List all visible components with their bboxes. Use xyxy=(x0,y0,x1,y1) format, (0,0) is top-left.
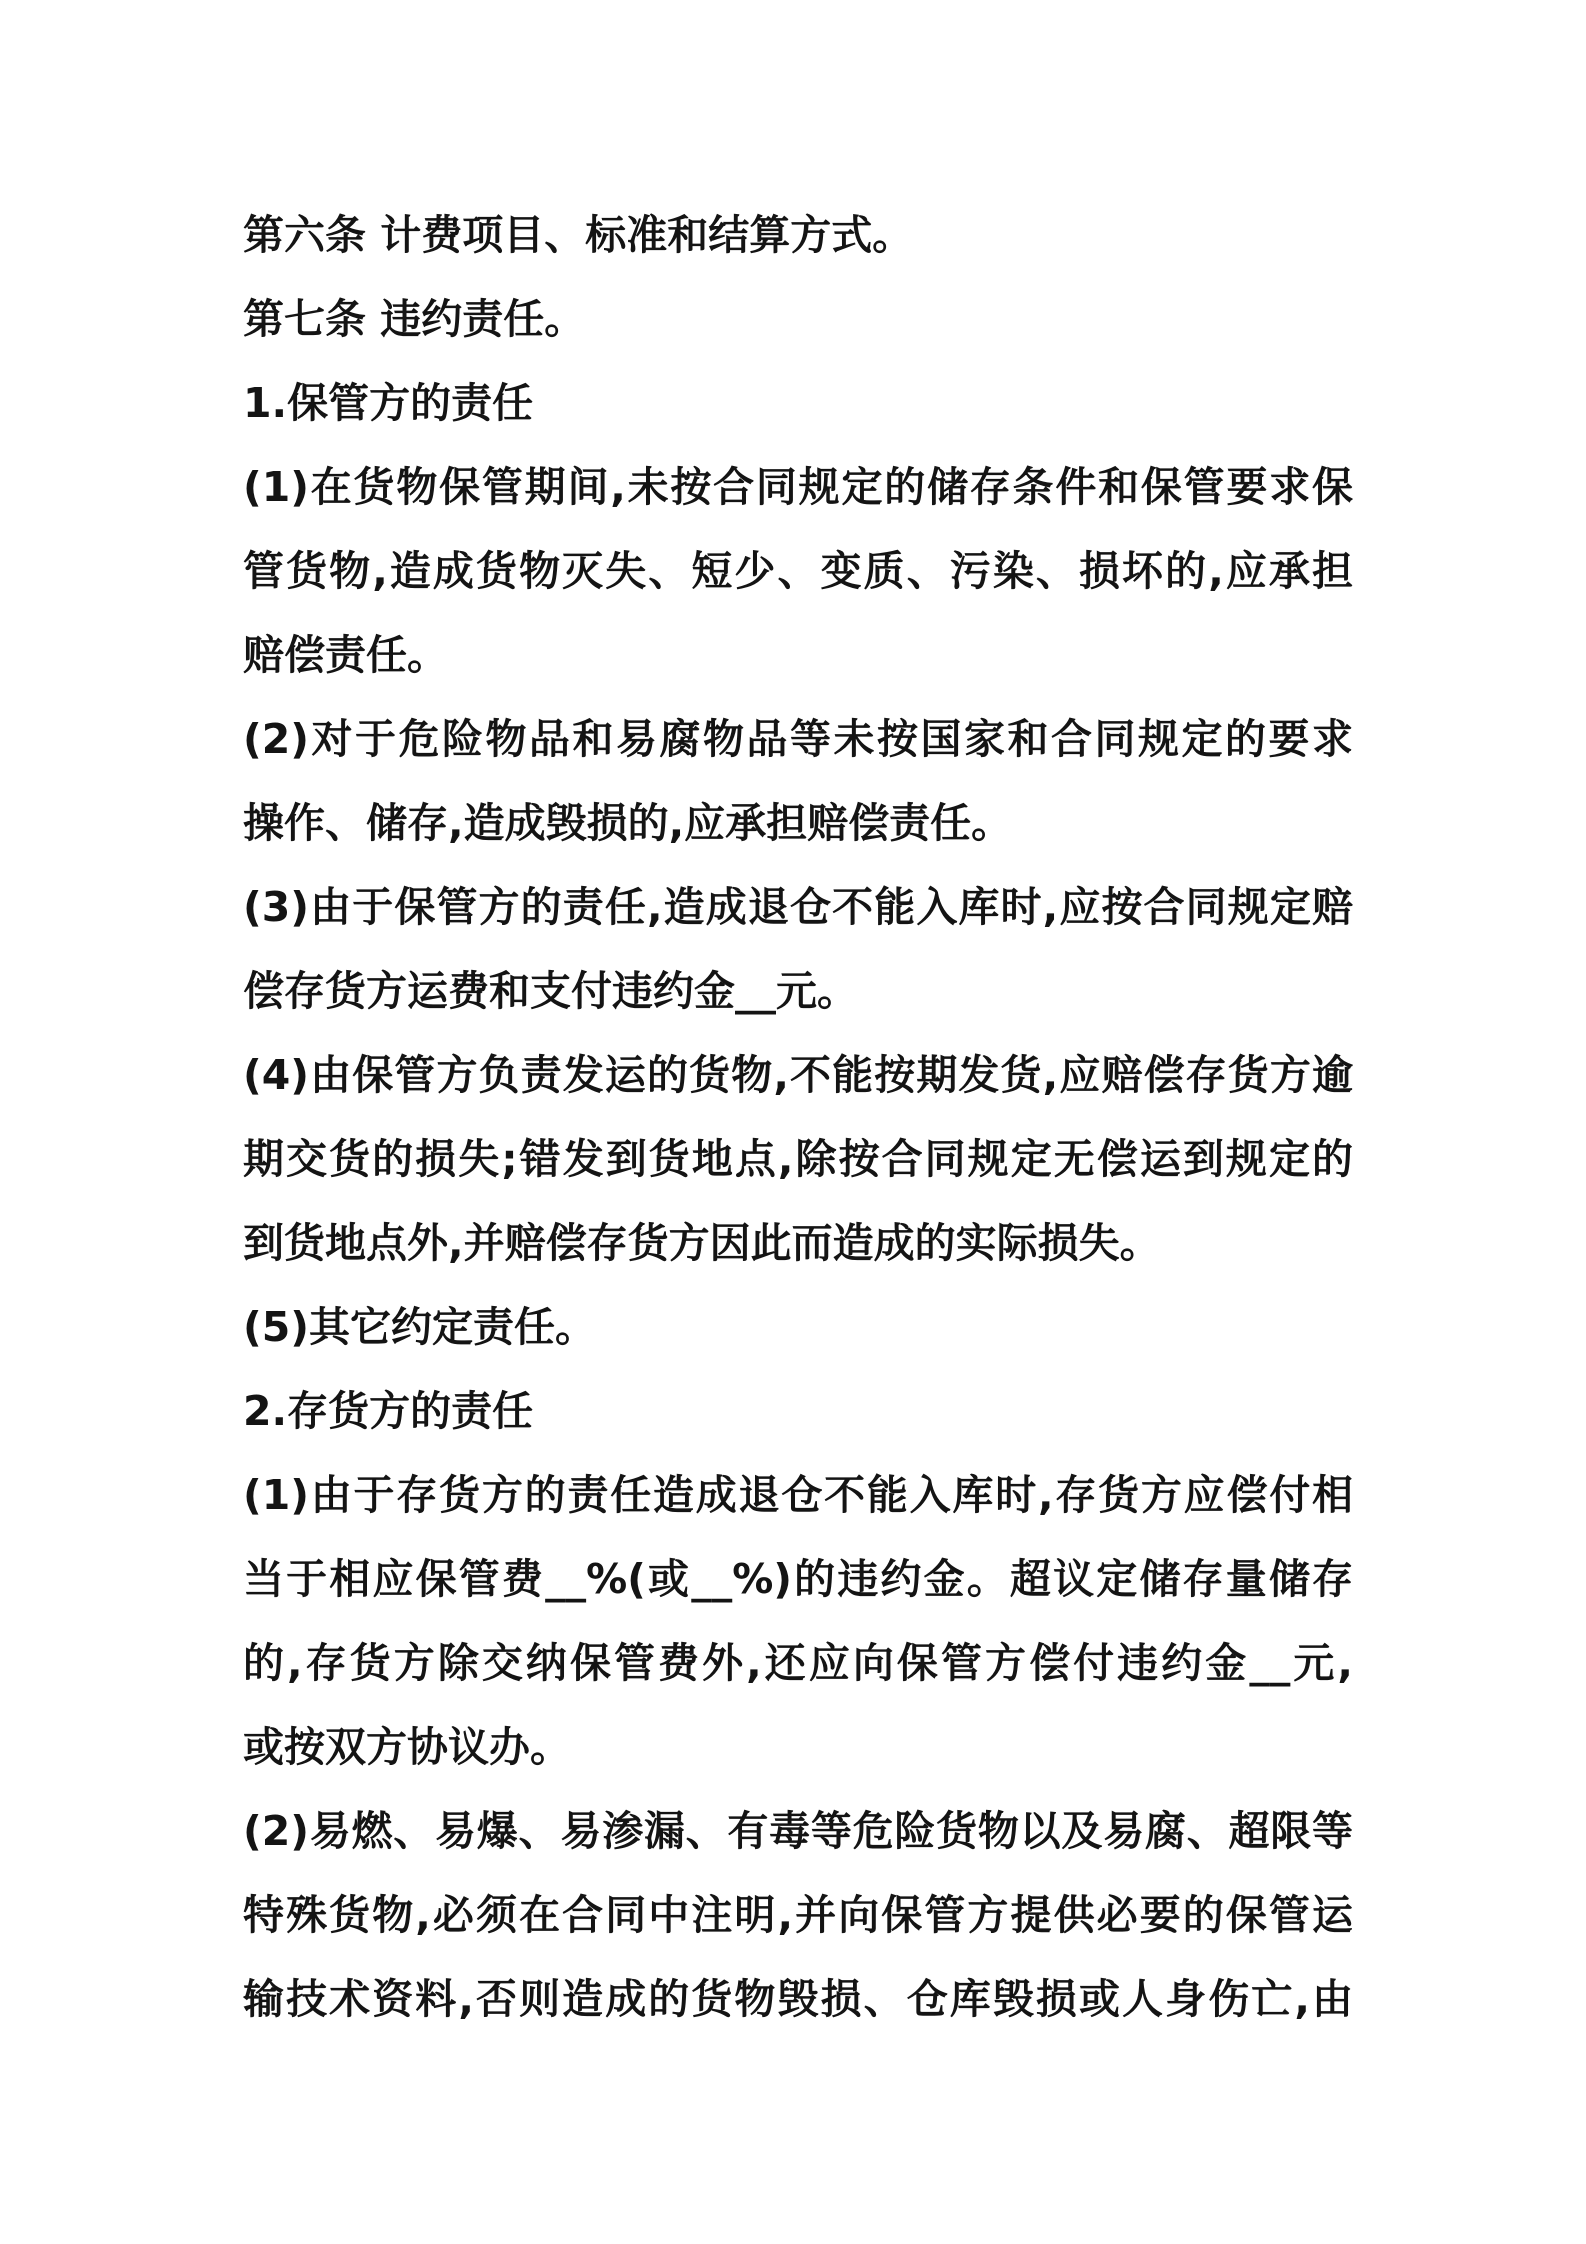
text-line: 期交货的损失;错发到货地点,除按合同规定无偿运到规定的 xyxy=(243,1135,1353,1183)
text-line: 特殊货物,必须在合同中注明,并向保管方提供必要的保管运 xyxy=(243,1891,1353,1939)
text-line: (4)由保管方负责发运的货物,不能按期发货,应赔偿存货方逾 xyxy=(243,1051,1353,1099)
text-line: 赔偿责任。 xyxy=(243,631,448,679)
text-line: 当于相应保管费__%(或__%)的违约金。超议定储存量储存 xyxy=(243,1555,1353,1603)
text-line: (1)由于存货方的责任造成退仓不能入库时,存货方应偿付相 xyxy=(243,1471,1353,1519)
text-line: 或按双方协议办。 xyxy=(243,1723,571,1771)
text-line: 的,存货方除交纳保管费外,还应向保管方偿付违约金__元, xyxy=(243,1639,1353,1687)
text-line: 操作、储存,造成毁损的,应承担赔偿责任。 xyxy=(243,799,1013,847)
text-line: (2)易燃、易爆、易渗漏、有毒等危险货物以及易腐、超限等 xyxy=(243,1807,1353,1855)
clause-heading-6: 第六条 计费项目、标准和结算方式。 xyxy=(243,211,914,259)
text-line: (5)其它约定责任。 xyxy=(243,1303,597,1351)
clause-heading-7: 第七条 违约责任。 xyxy=(243,295,586,343)
section-heading-depositor: 2.存货方的责任 xyxy=(243,1387,534,1435)
text-line: (2)对于危险物品和易腐物品等未按国家和合同规定的要求 xyxy=(243,715,1353,763)
text-line: (1)在货物保管期间,未按合同规定的储存条件和保管要求保 xyxy=(243,463,1353,511)
text-line: 偿存货方运费和支付违约金__元。 xyxy=(243,967,858,1015)
contract-text xyxy=(243,193,1353,2041)
text-line: 输技术资料,否则造成的货物毁损、仓库毁损或人身伤亡,由 xyxy=(243,1975,1353,2023)
section-heading-custodian: 1.保管方的责任 xyxy=(243,379,534,427)
text-line: 到货地点外,并赔偿存货方因此而造成的实际损失。 xyxy=(243,1219,1161,1267)
text-line: (3)由于保管方的责任,造成退仓不能入库时,应按合同规定赔 xyxy=(243,883,1353,931)
text-line: 管货物,造成货物灭失、短少、变质、污染、损坏的,应承担 xyxy=(243,547,1353,595)
